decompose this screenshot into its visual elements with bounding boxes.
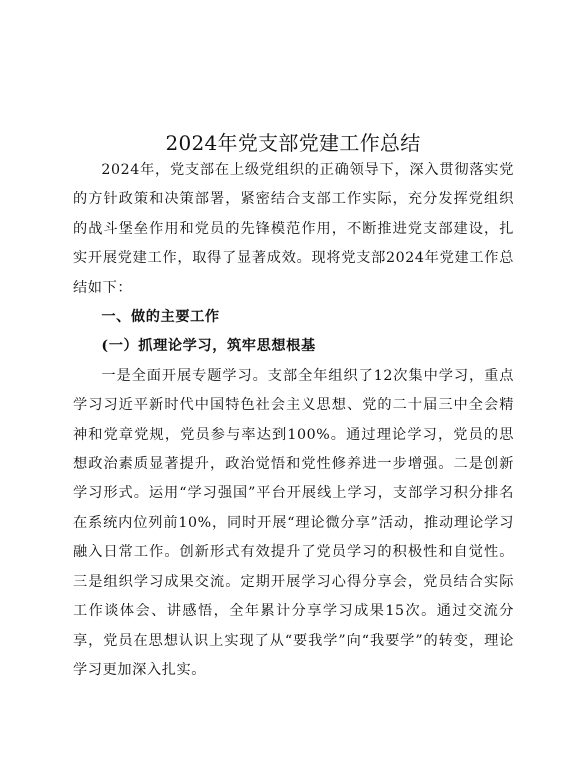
- document-body: [73, 156, 514, 685]
- subsection-heading-theory-study: (一）抓理论学习，筑牢思想根基: [101, 338, 316, 355]
- theory-study-paragraph: 一是全面开展专题学习。支部全年组织了12次集中学习，重点学习习近平新时代中国特色社会主义思想、党的二十届三中全会精神和党章党规，党员参与率达到100%。通过理论学习，党员的思想政治素质显著提升，政治觉悟和党性修养进一步增强。二是创新学习形式。运用“学习强国”平台开展线上学习，支部学习积分排名在系统内位列前10%，同时开展“理论微分享”活动，推动理论学习融入日常工作。创新形式有效提升了党员学习的积极性和自觉性。三是组织学习成果交流。定期开展学习心得分享会，党员结合实际工作谈体会、讲感悟，全年累计分享学习成果15次。通过交流分享，党员在思想认识上实现了从“要我学”向“我要学”的转变，理论学习更加深入扎实。: [73, 367, 514, 678]
- section-heading-main-work: 一、做的主要工作: [101, 309, 220, 326]
- document-title: 2024年党支部党建工作总结: [165, 131, 421, 155]
- intro-paragraph: 2024年，党支部在上级党组织的正确领导下，深入贯彻落实党的方针政策和决策部署，紧密结合支部工作实际，充分发挥党组织的战斗堡垒作用和党员的先锋模范作用，不断推进党支部建设，扎实开展党建工作，取得了显著成效。现将党支部2024年党建工作总结如下：: [73, 162, 514, 296]
